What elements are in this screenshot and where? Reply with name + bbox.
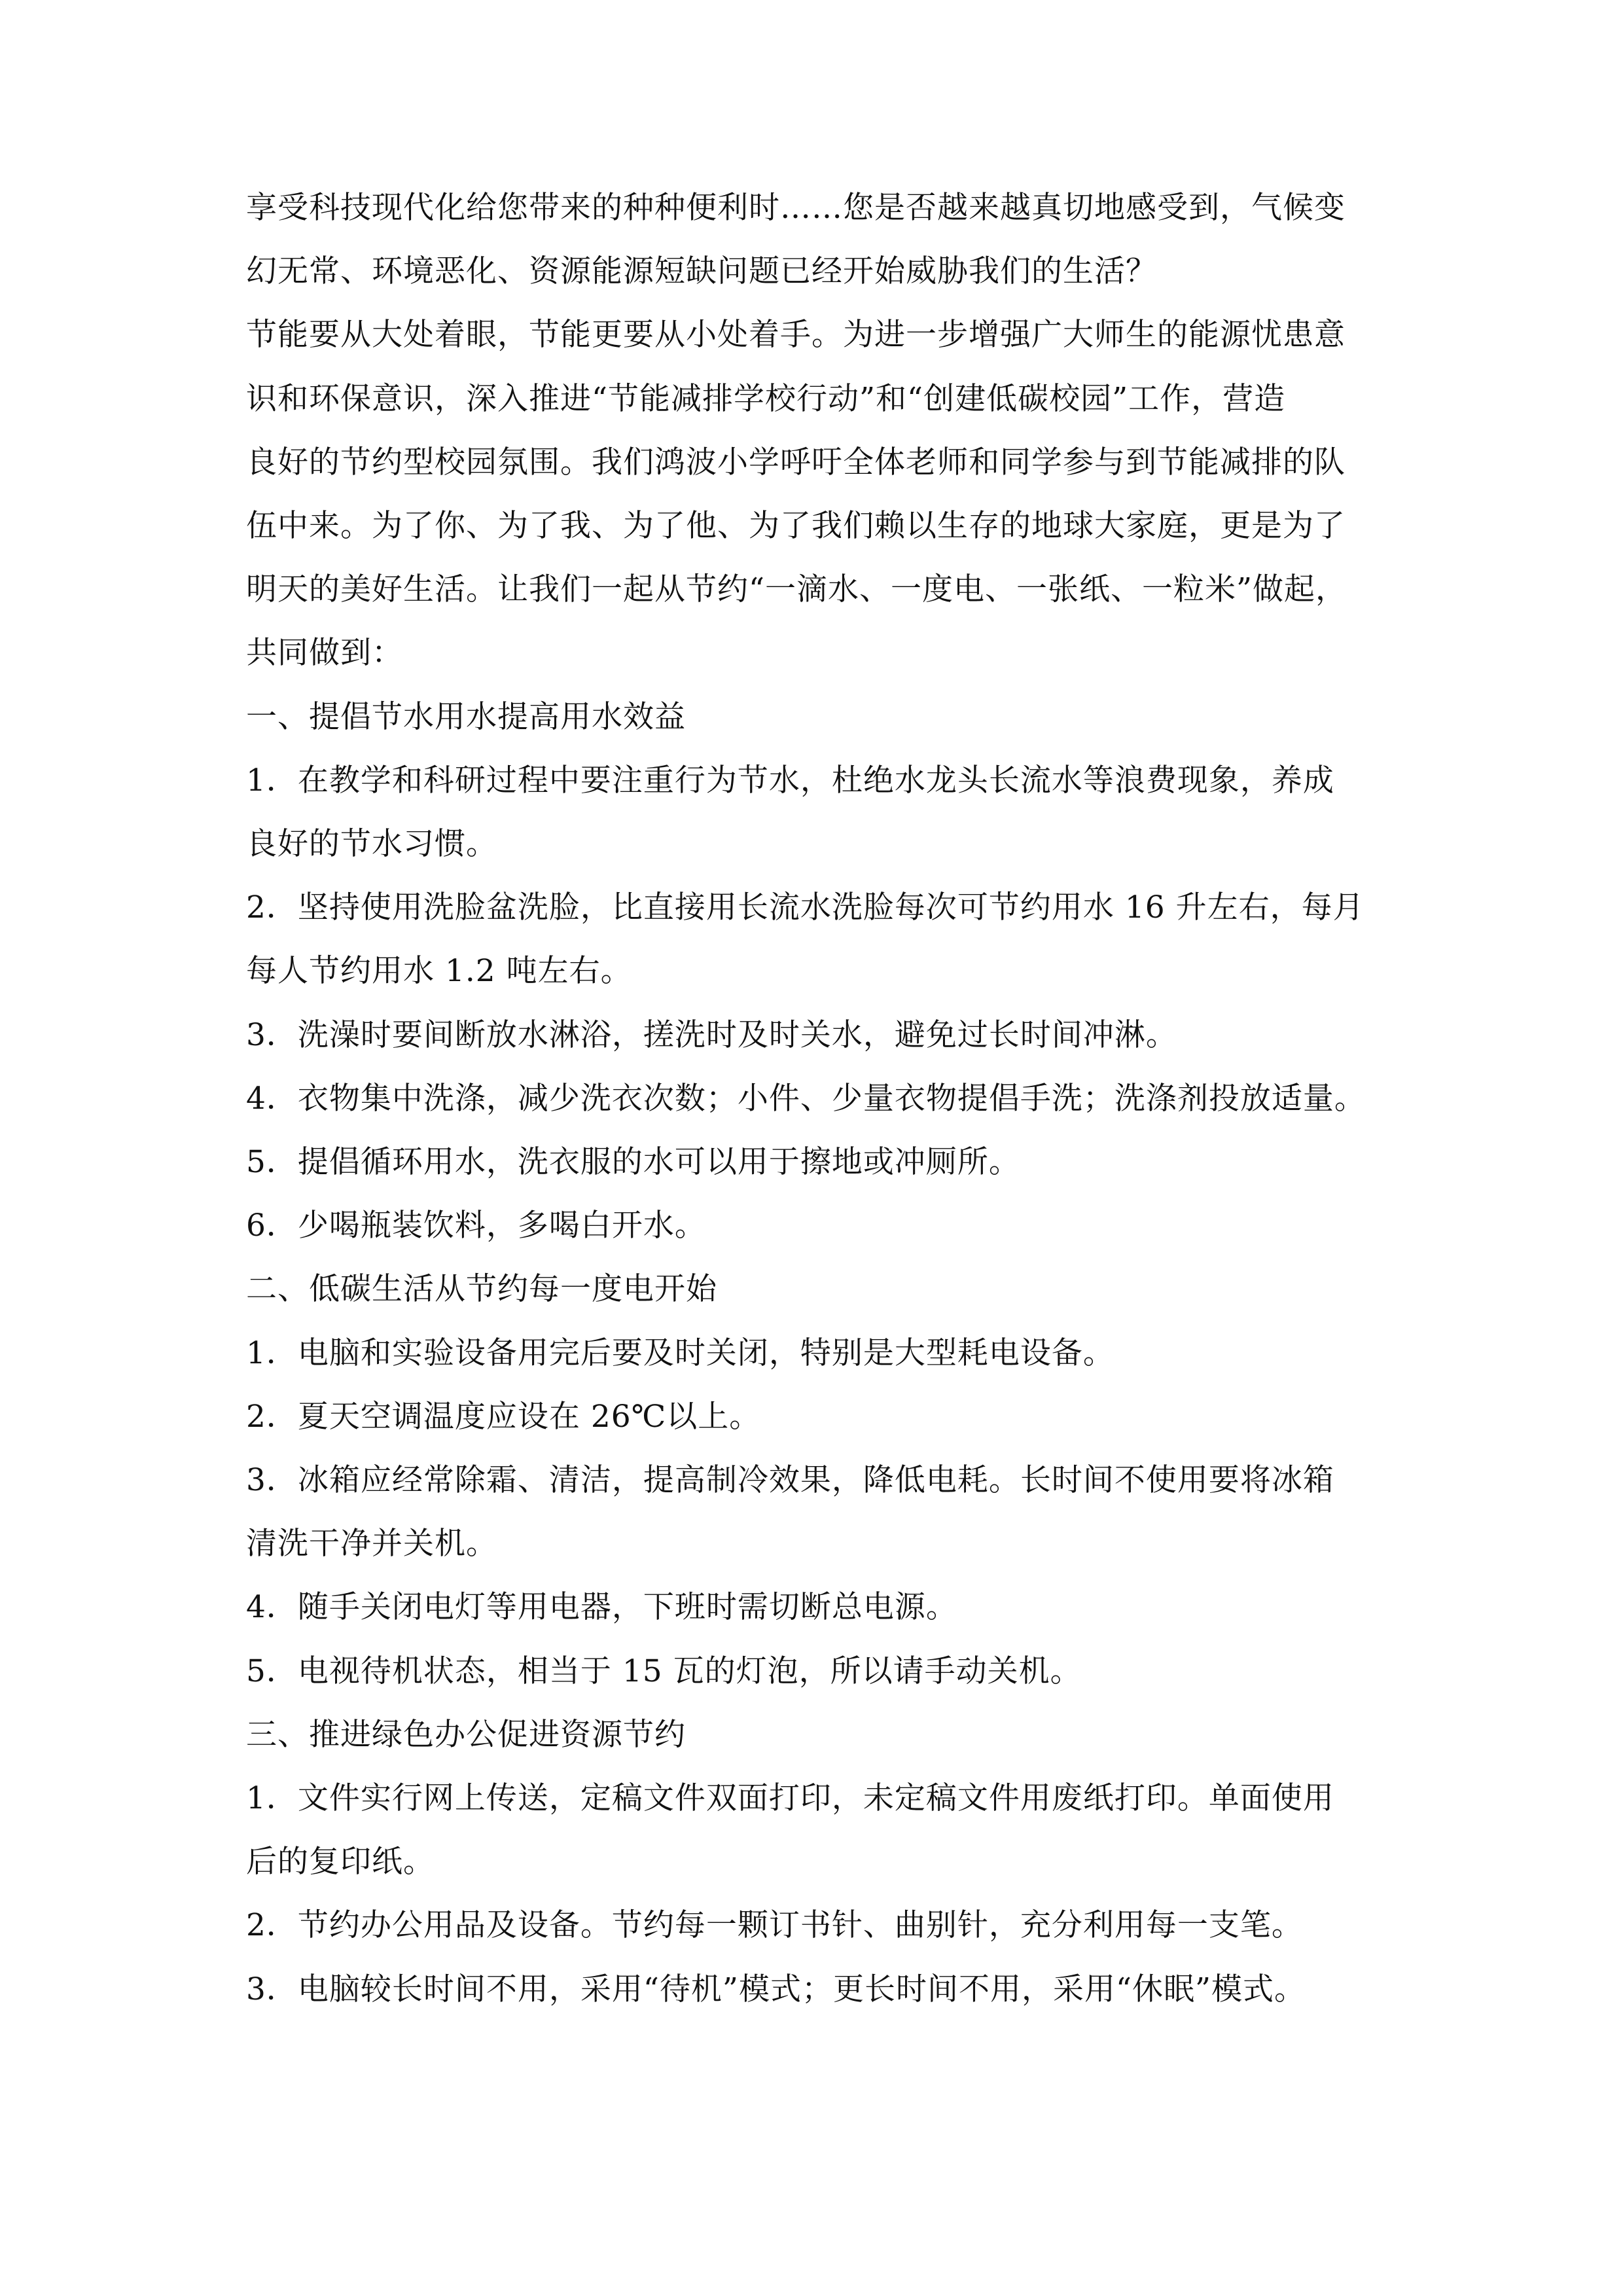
list-item: 3．电脑较长时间不用，采用“待机”模式；更长时间不用，采用“休眠”模式。: [246, 1971, 1306, 2007]
text-line: 幻无常、环境恶化、资源能源短缺问题已经开始威胁我们的生活？: [246, 253, 1157, 289]
list-item: 1．电脑和实验设备用完后要及时关闭，特别是大型耗电设备。: [246, 1335, 1115, 1371]
list-item: 6．少喝瓶装饮料，多喝白开水。: [246, 1208, 706, 1244]
list-item: 3．洗澡时要间断放水淋浴，搓洗时及时关水，避免过长时间冲淋。: [246, 1017, 1177, 1053]
text-line: 良好的节水习惯。: [246, 826, 497, 862]
text-line: 每人节约用水 1.2 吨左右。: [246, 953, 632, 989]
list-item: 2．夏天空调温度应设在 26℃以上。: [246, 1399, 761, 1435]
list-item: 5．提倡循环用水，洗衣服的水可以用于擦地或冲厕所。: [246, 1144, 1020, 1180]
list-item: 1．文件实行网上传送，定稿文件双面打印，未定稿文件用废纸打印。单面使用: [246, 1780, 1334, 1816]
text-line: 共同做到：: [246, 635, 403, 671]
text-line: 清洗干净并关机。: [246, 1526, 497, 1562]
list-item: 4．随手关闭电灯等用电器，下班时需切断总电源。: [246, 1589, 957, 1625]
section-heading: 三、推进绿色办公促进资源节约: [246, 1717, 686, 1753]
text-line: 伍中来。为了你、为了我、为了他、为了我们赖以生存的地球大家庭，更是为了: [246, 508, 1346, 544]
text-line: 良好的节约型校园氛围。我们鸿波小学呼吁全体老师和同学参与到节能减排的队: [246, 444, 1346, 480]
section-heading: 一、提倡节水用水提高用水效益: [246, 699, 686, 735]
section-heading: 二、低碳生活从节约每一度电开始: [246, 1271, 717, 1307]
text-line: 识和环保意识，深入推进“节能减排学校行动”和“创建低碳校园”工作，营造: [246, 381, 1286, 417]
list-item: 2．坚持使用洗脸盆洗脸，比直接用长流水洗脸每次可节约用水 16 升左右，每月: [246, 889, 1364, 925]
list-item: 4．衣物集中洗涤，减少洗衣次数；小件、少量衣物提倡手洗；洗涤剂投放适量。: [246, 1081, 1366, 1117]
list-item: 3．冰箱应经常除霜、清洁，提高制冷效果，降低电耗。长时间不使用要将冰箱: [246, 1462, 1334, 1498]
list-item: 1．在教学和科研过程中要注重行为节水，杜绝水龙头长流水等浪费现象，养成: [246, 762, 1334, 798]
text-line: 节能要从大处着眼，节能更要从小处着手。为进一步增强广大师生的能源忧患意: [246, 317, 1346, 353]
text-line: 享受科技现代化给您带来的种种便利时……您是否越来越真切地感受到，气候变: [246, 190, 1346, 226]
text-line: 后的复印纸。: [246, 1844, 435, 1880]
text-line: 明天的美好生活。让我们一起从节约“一滴水、一度电、一张纸、一粒米”做起，: [246, 571, 1347, 607]
list-item: 2．节约办公用品及设备。节约每一颗订书针、曲别针，充分利用每一支笔。: [246, 1907, 1303, 1943]
list-item: 5．电视待机状态，相当于 15 瓦的灯泡，所以请手动关机。: [246, 1653, 1082, 1689]
